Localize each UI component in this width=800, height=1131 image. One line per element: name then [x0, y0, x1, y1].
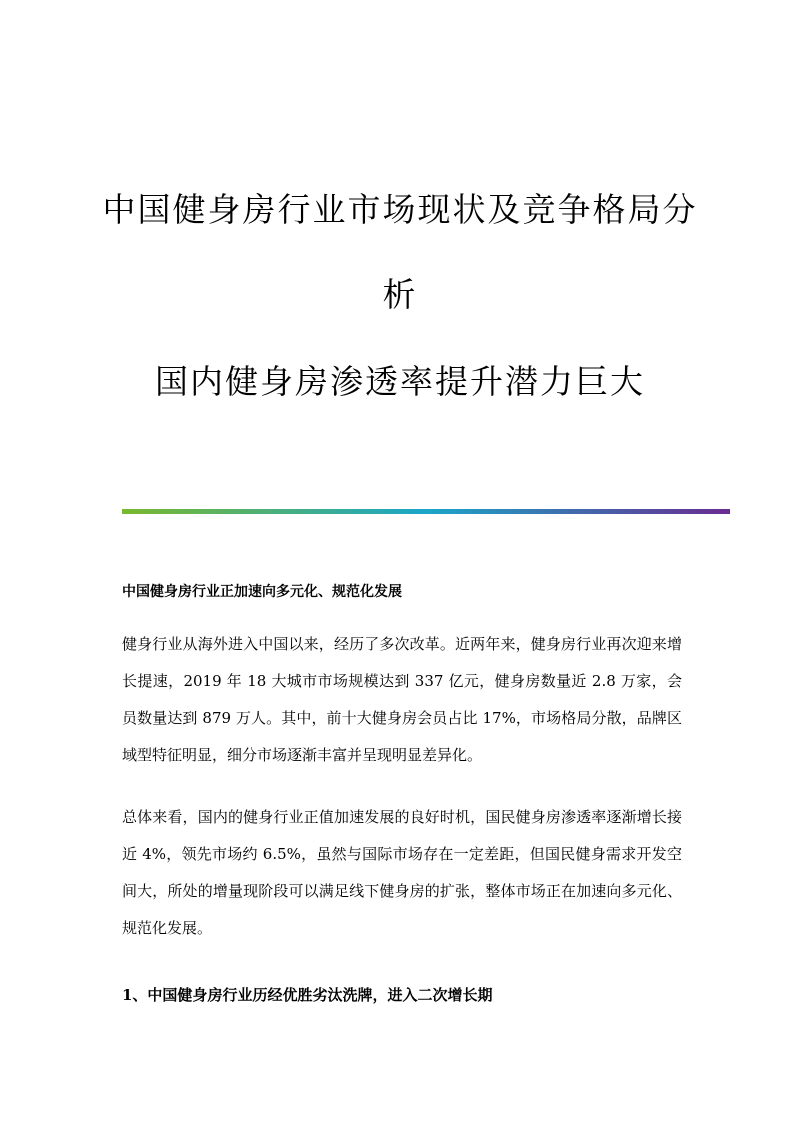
section-heading: 中国健身房行业正加速向多元化、规范化发展 [122, 584, 402, 600]
document-title-line-1: 中国健身房行业市场现状及竞争格局分 [102, 190, 698, 229]
document-subtitle: 国内健身房渗透率提升潜力巨大 [155, 362, 645, 401]
body-paragraph-2: 总体来看，国内的健身行业正值加速发展的良好时机，国民健身房渗透率逐渐增长接近 4%，领先市场约 6.5%，虽然与国际市场存在一定差距，但国民健身需求开发空间大，所处的增量现阶段可以满足线下健身房的扩张，整体市场正在加速向多元化、规范化发展。 [122, 808, 682, 937]
document-title-line-2: 析 [382, 275, 418, 314]
gradient-divider [122, 509, 730, 514]
body-paragraph-1: 健身行业从海外进入中国以来，经历了多次改革。近两年来，健身房行业再次迎来增长提速，2019 年 18 大城市市场规模达到 337 亿元，健身房数量近 2.8 万家，会员数量达到 879 万人。其中，前十大健身房会员占比 17%，市场格局分散，品牌区域型特征明显，细分市场逐渐丰富并呈现明显差异化。 [122, 635, 682, 764]
numbered-subheading: 1、中国健身房行业历经优胜劣汰洗牌，进入二次增长期 [122, 986, 493, 1004]
